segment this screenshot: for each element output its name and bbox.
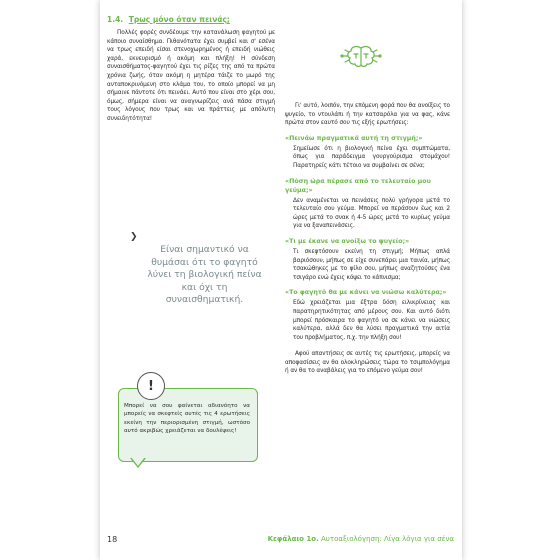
right-column <box>285 14 450 376</box>
page-number: 18 <box>107 535 118 544</box>
chevron-quote-icon: ❯ <box>130 232 138 242</box>
left-column <box>107 14 275 124</box>
exclamation-icon: ! <box>137 372 165 400</box>
question-body: Τι σκεφτόσουν εκείνη τη στιγμή; Μήπως απλά βαριόσουν, μήπως σε είχε συνεπάρει μια ταινία, μήπως τσακώθηκες με το φίλο σου, μήπως αναζητούσες ένα τσιγάρο ενώ έχεις κόψει το κάπνισμα; <box>293 248 450 281</box>
section-heading <box>107 14 275 25</box>
right-intro: Γι' αυτό, λοιπόν, την επόμενη φορά που θα ανοίξεις το ψυγείο, το ντουλάπι ή την κατσαρόλα για να φας, κάνε πρώτα στον εαυτό σου τις εξής ερωτήσεις: <box>285 103 450 127</box>
chapter-footer <box>268 535 454 543</box>
chapter-label: Κεφάλαιο 1ο. <box>267 535 319 543</box>
intro-paragraph: Πολλές φορές συνδέουμε την κατανάλωση φαγητού με κάποιο συναίσθημα. Πιθανότατα έχει συμβεί και σ' εσένα να τρως επειδή είσαι στενοχωρημένος ή επειδή νιώθεις χαρά, εκνευρισμό ή ακόμη και πλήξη! Η σύνδεση συναισθήματος-φαγητού έχει τις ρίζες της από τα πρώτα χρόνια ζωής, όταν ακόμη η μητέρα τάιζε το μωρό της ανταποκρινόμενη στο κλάμα του, το οποίο μπορεί να μη σήμαινε πάντοτε ότι πεινάει. Αυτό που είναι στο χέρι σου, όμως, σήμερα είναι να αναγνωρίζεις ανά πάσα στιγμή τους λόγους που τρως και να πράττεις με απόλυτη συνειδητότητα! <box>107 30 275 122</box>
chapter-title: Αυτοαξιολόγηση: Λίγα λόγια για σένα <box>321 535 454 543</box>
pull-quote-text: Είναι σημαντικό να θυμάσαι ότι το φαγητό λύνει τη βιολογική πείνα και όχι τη συναισθηματική. <box>147 244 262 306</box>
question-body: Εδώ χρειάζεται μια έξτρα δόση ειλικρίνειας και παρατηρητικότητας από μέρους σου. Και αυτό διότι μπορεί πρόσκαιρα το φαγητό να σε κάνει να νιώσεις καλύτερα, αλλά δεν θα λύσει πραγματικά την αιτία του προβλήματος, π.χ. την πλήξη σου! <box>293 300 450 341</box>
question-body: Σημείωσε ότι η βιολογική πείνα έχει συμπτώματα, όπως για παράδειγμα γουργούρισμα στομάχου! Παρατηρείς κάτι τέτοιο να συμβαίνει σε σένα; <box>293 145 450 169</box>
book-page <box>100 0 462 560</box>
question-heading: «Το φαγητό θα με κάνει να νιώσω καλύτερα;» <box>285 289 447 297</box>
question-body: Δεν αναμένεται να πεινάσεις πολύ γρήγορα μετά το τελευταίο σου γεύμα. Μπορεί να περάσουν έως και 2 ώρες μετά το σνακ ή 4-5 ώρες μετά το κυρίως γεύμα για να ξαναπεινάσεις. <box>293 197 450 230</box>
section-number: 1.4. <box>107 15 124 24</box>
question-heading: «Πόση ώρα πέρασε από το τελευταίο μου γεύμα;» <box>285 177 431 194</box>
right-outro: Αφού απαντήσεις σε αυτές τις ερωτήσεις, μπορείς να αποφασίσεις αν θα ολοκληρώσεις τώρα το τσιμπολόγημα ή αν θα το αναβάλεις για το επόμενο γεύμα σου! <box>285 351 450 375</box>
question-heading: «Τι με έκανε να ανοίξω το ψυγείο;» <box>285 237 410 245</box>
question-heading: «Πεινάω πραγματικά αυτή τη στιγμή;» <box>285 134 423 142</box>
callout-text: Μπορεί να σου φαίνεται αδιανόητο να μπορείς να σκεφτείς αυτές τις 4 ερωτήσεις εκείνη την περιορισμένη στιγμή, ωστόσο αυτό ακριβώς χρειάζεται να δουλέψεις! <box>124 403 250 435</box>
section-title: Τρως μόνο όταν πεινάς; <box>128 15 230 24</box>
